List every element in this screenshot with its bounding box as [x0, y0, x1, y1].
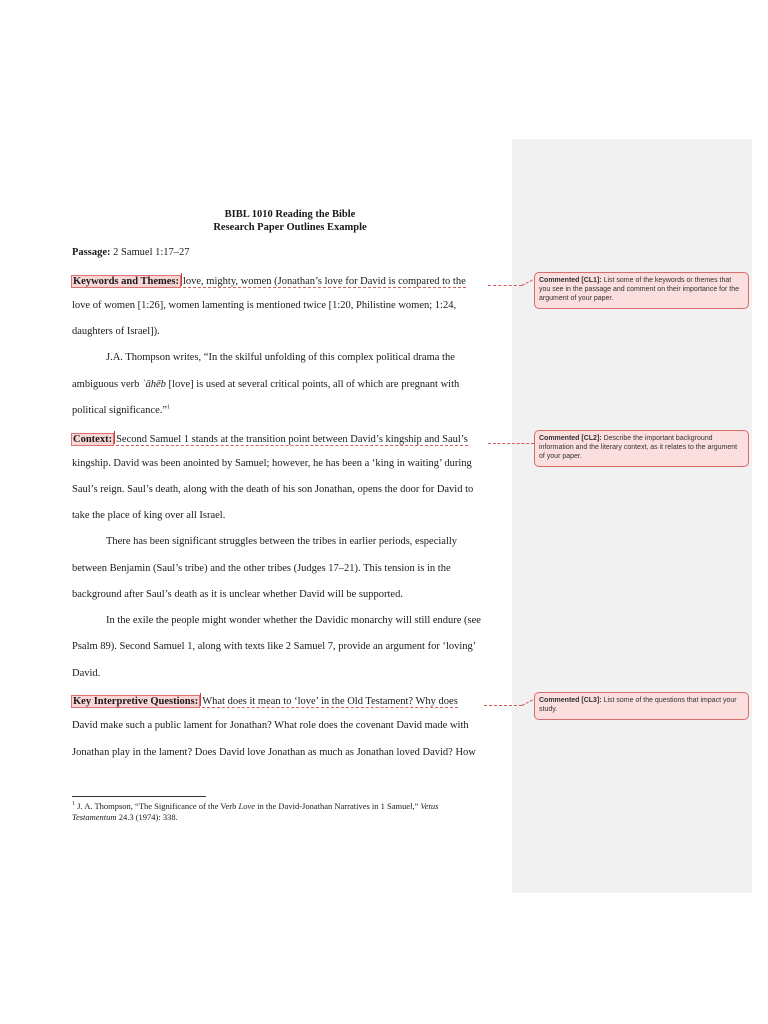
questions-text-1: What does it mean to ‘love’ in the Old Testament? Why does	[202, 696, 458, 707]
footnote-separator	[72, 796, 206, 797]
exile-line-3: David.	[72, 668, 101, 679]
struggles-line-3: background after Saul’s death as it is unclear whether David will be supported.	[72, 589, 403, 600]
footnote-citation: 24.3 (1974): 338.	[116, 812, 178, 822]
questions-line-3: Jonathan play in the lament? Does David love Jonathan as much as Jonathan loved David? How	[72, 747, 476, 758]
questions-line-2: David make such a public lament for Jonathan? What role does the covenant David made with	[72, 720, 469, 731]
exile-line-2: Psalm 89). Second Samuel 1, along with texts like 2 Samuel 7, provide an argument for ‘loving’	[72, 641, 477, 652]
passage-line	[72, 246, 190, 260]
comments-markup-pane	[512, 139, 752, 893]
thompson-line-3-text: political significance.”	[72, 405, 168, 416]
footnote-line-2	[72, 812, 178, 823]
thompson-line-2b: [love] is used at several critical points, all of which are pregnant with	[165, 379, 460, 390]
passage-label: Passage:	[72, 247, 111, 258]
footnote-reference[interactable]: 1	[167, 404, 171, 411]
comment-anchor-2[interactable]	[114, 431, 115, 444]
footnote-text-b: Love	[238, 801, 256, 811]
footnote-journal: Testamentum	[72, 812, 117, 822]
comment-author-3: Commented [CL3]:	[539, 697, 602, 704]
thompson-line-2a: ambiguous verb	[72, 379, 142, 390]
context-label[interactable]: Context:	[73, 434, 113, 445]
comment-text-1: List some of the keywords or themes that you see in the passage and comment on their importance for the argument of your paper.	[539, 277, 740, 302]
struggles-line-1: There has been significant struggles between the tribes in earlier periods, especially	[106, 536, 458, 547]
footnote-mark: 1	[72, 801, 75, 808]
comment-anchor-1[interactable]	[181, 273, 182, 286]
context-line-3: Saul’s reign. Saul’s death, along with the death of his son Jonathan, opens the door for David to	[72, 484, 474, 495]
keywords-line-1	[72, 273, 466, 289]
comment-connector-1	[488, 285, 522, 286]
comment-author-2: Commented [CL2]:	[539, 435, 602, 442]
thompson-line-3	[72, 404, 170, 418]
keywords-label[interactable]: Keywords and Themes:	[73, 276, 179, 287]
footnote-line-1	[72, 801, 438, 812]
comment-connector-3	[484, 705, 522, 706]
thompson-line-1: J.A. Thompson writes, “In the skilful unfolding of this complex political drama the	[106, 352, 455, 363]
comment-connector-2	[488, 443, 534, 444]
comment-author-1: Commented [CL1]:	[539, 277, 602, 284]
comment-text-2: Describe the important background information and the literary context, as it relates to the argument of your paper.	[539, 435, 738, 460]
keywords-line-2: love of women [1:26], women lamenting is mentioned twice [1:20, Philistine women; 1:24,	[72, 300, 457, 311]
context-line-2: kingship. David was been anointed by Samuel; however, he has been a ‘king in waiting’ during	[72, 458, 472, 469]
hebrew-term: ʾāhēb	[142, 379, 166, 390]
context-line-1	[72, 431, 468, 447]
keywords-line-3: daughters of Israel]).	[72, 326, 160, 337]
footnote-text-d: Vetus	[420, 801, 439, 811]
footnote-text-c: in the David-Jonathan Narratives in 1 Samuel,”	[255, 801, 421, 811]
exile-line-1: In the exile the people might wonder whether the Davidic monarchy will still endure (see	[106, 615, 481, 626]
keywords-text-1: love, mighty, women (Jonathan’s love for David is compared to the	[182, 276, 466, 287]
context-line-4: take the place of king over all Israel.	[72, 510, 226, 521]
document-subtitle: Research Paper Outlines Example	[213, 222, 367, 233]
document-title: BIBL 1010 Reading the Bible	[224, 209, 356, 220]
questions-label[interactable]: Key Interpretive Questions:	[73, 696, 199, 707]
context-text-1: Second Samuel 1 stands at the transition point between David’s kingship and Saul’s	[116, 434, 468, 445]
questions-line-1	[72, 693, 458, 709]
footnote-text-a: J. A. Thompson, “The Significance of the Verb	[75, 801, 239, 811]
comment-balloon-3[interactable]	[534, 692, 749, 720]
comment-text-3: List some of the questions that impact your study.	[539, 697, 737, 713]
struggles-line-2: between Benjamin (Saul’s tribe) and the other tribes (Judges 17–21). This tension is in the	[72, 563, 451, 574]
comment-balloon-1[interactable]	[534, 272, 749, 309]
thompson-line-2	[72, 378, 459, 392]
passage-value: 2 Samuel 1:17–27	[110, 247, 190, 258]
comment-balloon-2[interactable]	[534, 430, 749, 467]
